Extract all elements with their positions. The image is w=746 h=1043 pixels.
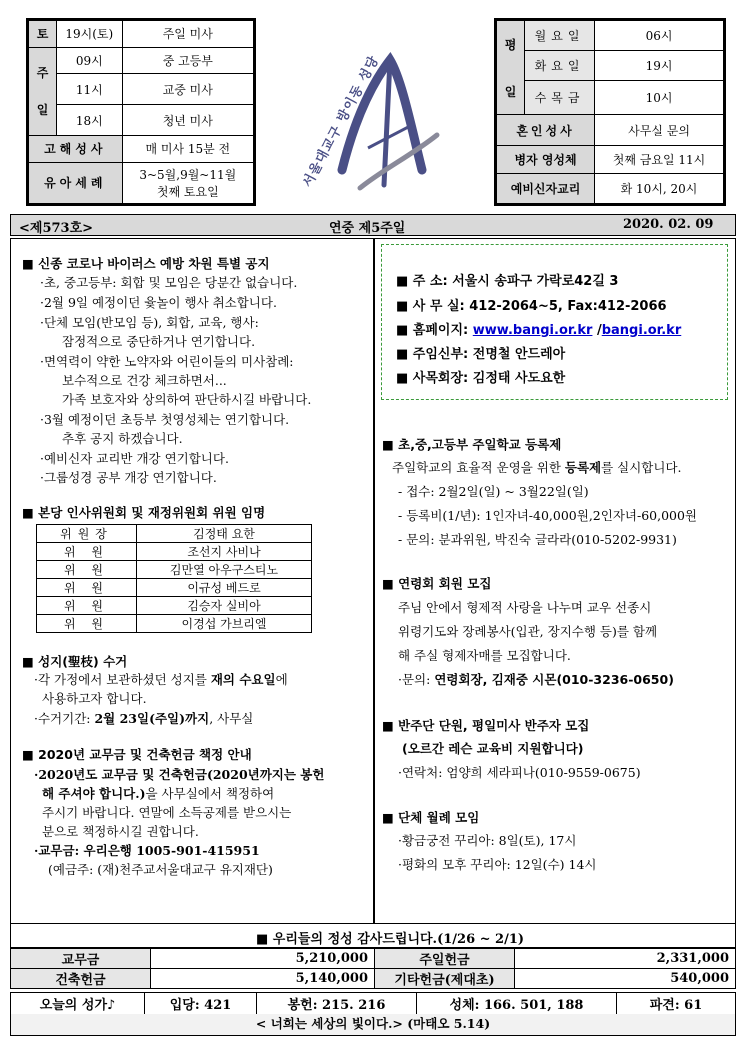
info-address: ■ 주 소: 서울시 송파구 가락로42길 3 [396, 274, 619, 289]
confession-value: 매 미사 15분 전 [122, 136, 253, 163]
confession-label: 고해성사 [29, 136, 123, 163]
committee-row: 위 원 조선지 사비나 [37, 543, 312, 561]
catechumen-value: 화 10시, 20시 [595, 173, 724, 203]
column-divider [373, 238, 375, 924]
issue-bar [10, 214, 736, 236]
building-fund-label: 건축헌금 [11, 969, 151, 989]
committee-row: 위 원 김만열 아우구스티노 [37, 561, 312, 579]
schedule-time: 19시(토) [57, 21, 123, 48]
account-holder: (예금주: (재)천주교서울대교구 유지재단) [48, 862, 273, 877]
kyomu-value: 5,210,000 [151, 949, 375, 969]
funeral-line: ·문의: 연령회장, 김재중 시몬(010-3236-0650) [398, 672, 674, 687]
catechumen-label: 예비신자교리 [497, 173, 595, 203]
weekday-day: 수목금 [525, 81, 595, 115]
hymn-recessional: 파견: 61 [617, 993, 736, 1015]
weekday-day: 화요일 [525, 51, 595, 81]
wedding-value: 사무실 문의 [595, 115, 724, 145]
thanks-title: ■ 우리들의 정성 감사드립니다.(1/26 ~ 2/1) [256, 932, 525, 947]
sunday-label: 주 일 [29, 47, 57, 135]
info-office: ■ 사 무 실: 412-2064~5, Fax:412-2066 [396, 299, 667, 314]
choir-subtitle: (오르간 레슨 교육비 지원합니다) [402, 741, 584, 756]
other-offering-value: 540,000 [515, 969, 736, 989]
pledge-line: ·2020년도 교무금 및 건축헌금(2020년까지는 봉헌 [34, 767, 325, 782]
schedule-mass: 교중 미사 [122, 74, 253, 105]
committee-row: 위원장 김정태 요한 [37, 525, 312, 543]
section-title-funeral: ■ 연령회 회원 모집 [382, 576, 492, 591]
pledge-line: 분으로 책정하시길 권합니다. [42, 824, 199, 839]
meeting-line: ·평화의 모후 꾸리아: 12일(수) 14시 [398, 857, 597, 872]
pledge-line: 해 주셔야 합니다.)을 사무실에서 책정하여 [42, 786, 275, 801]
committee-row: 위 원 이규성 베드로 [37, 579, 312, 597]
palm-line: ·수거기간: 2월 23일(주일)까지, 사무실 [34, 711, 254, 726]
hymn-entry: 입당: 421 [145, 993, 257, 1015]
schedule-time: 09시 [57, 47, 123, 74]
notice-line: ·2월 9일 예정이던 윷놀이 행사 취소합니다. [40, 295, 277, 310]
sick-communion-label: 병자 영성체 [497, 145, 595, 173]
kyomu-label: 교무금 [11, 949, 151, 969]
section-title-choir: ■ 반주단 단원, 평일미사 반주자 모집 [382, 718, 590, 733]
school-line: - 접수: 2월2일(일) ~ 3월22일(일) [398, 484, 589, 499]
footer-verse: < 너희는 세상의 빛이다.> (마태오 5.14) [10, 1014, 736, 1036]
section-title-committee: ■ 본당 인사위원회 및 재정위원회 위원 임명 [22, 505, 266, 520]
baptism-value: 3~5월,9월~11월 첫째 토요일 [122, 162, 253, 203]
school-line: 주일학교의 효율적 운영을 위한 등록제를 실시합니다. [392, 460, 682, 475]
notice-line: 보수적으로 건강 체크하면서... [62, 373, 227, 388]
wedding-label: 혼인성사 [497, 115, 595, 145]
palm-line: ·각 가정에서 보관하셨던 성지를 재의 수요일에 [34, 672, 288, 687]
weekday-time: 06시 [595, 21, 724, 51]
hymn-offertory: 봉헌: 215. 216 [257, 993, 417, 1015]
weekday-label: 평 일 [497, 21, 525, 115]
logo-text: 서울대교구 방이동 성당 [300, 53, 383, 190]
section-title-sunday-school: ■ 초,중,고등부 주일학교 등록제 [382, 437, 562, 452]
issue-date: 2020. 02. 09 [623, 217, 714, 232]
funeral-line: 해 주실 형제자매를 모집합니다. [398, 648, 571, 663]
hymn-communion: 성체: 166. 501, 188 [417, 993, 617, 1015]
weekday-time: 10시 [595, 81, 724, 115]
schedule-time: 11시 [57, 74, 123, 105]
weekday-mass-schedule [494, 18, 726, 206]
sick-communion-value: 첫째 금요일 11시 [595, 145, 724, 173]
pledge-line: 주시기 바랍니다. 연말에 소득공제를 받으시는 [42, 805, 292, 820]
schedule-time: 18시 [57, 105, 123, 136]
notice-line: ·면역력이 약한 노약자와 어린이들의 미사참례: [40, 354, 294, 369]
offering-table [10, 948, 736, 989]
weekday-time: 19시 [595, 51, 724, 81]
committee-row: 위 원 김승자 실비아 [37, 597, 312, 615]
homepage-link[interactable]: www.bangi.or.kr [472, 323, 593, 338]
committee-row: 위 원 이경섭 가브리엘 [37, 615, 312, 633]
meeting-line: ·황금궁전 꾸리아: 8일(토), 17시 [398, 833, 577, 848]
notice-line: ·단체 모임(반모임 등), 회합, 교육, 행사: [40, 315, 259, 330]
notice-line: 가족 보호자와 상의하여 판단하시길 바랍니다. [62, 392, 312, 407]
funeral-line: 위령기도와 장례봉사(입관, 장지수행 등)를 함께 [398, 624, 658, 639]
school-line: - 문의: 분과위원, 박진숙 글라라(010-5202-9931) [398, 532, 677, 547]
choir-line: ·연락처: 엄양희 세라피나(010-9559-0675) [398, 765, 641, 780]
section-title-corona: ■ 신종 코로나 바이러스 예방 차원 특별 공지 [22, 256, 270, 271]
hymn-table [10, 992, 736, 1015]
committee-table [36, 524, 312, 633]
issue-title: 연중 제5주일 [329, 221, 406, 236]
baptism-label: 유아세례 [29, 162, 123, 203]
info-pastor: ■ 주임신부: 전명철 안드레아 [396, 347, 566, 362]
info-homepage: ■ 홈페이지: www.bangi.or.kr /bangi.or.kr [396, 323, 682, 338]
palm-line: 사용하고자 합니다. [42, 691, 147, 706]
building-fund-value: 5,140,000 [151, 969, 375, 989]
section-title-pledge: ■ 2020년 교무금 및 건축헌금 책정 안내 [22, 747, 252, 762]
section-title-monthly-meeting: ■ 단체 월례 모임 [382, 810, 480, 825]
other-offering-label: 기타헌금(제대초) [375, 969, 515, 989]
weekday-day: 월요일 [525, 21, 595, 51]
schedule-mass: 청년 미사 [122, 105, 253, 136]
thanks-bar [10, 924, 736, 948]
sunday-mass-schedule [26, 18, 256, 206]
schedule-mass: 중 고등부 [122, 47, 253, 74]
homepage-link-short[interactable]: bangi.or.kr [601, 323, 682, 338]
school-line: - 등록비(1/년): 1인자녀-40,000원,2인자녀-60,000원 [398, 508, 698, 523]
funeral-line: 주님 안에서 형제적 사랑을 나누며 교우 선종시 [398, 600, 652, 615]
notice-line: 잠정적으로 중단하거나 연기합니다. [62, 334, 256, 349]
issue-number: <제573호> [19, 221, 94, 236]
parish-logo [272, 20, 472, 205]
notice-line: ·3월 예정이던 초등부 첫영성체는 연기합니다. [40, 412, 290, 427]
sunday-offering-value: 2,331,000 [515, 949, 736, 969]
notice-line: 추후 공지 하겠습니다. [62, 431, 183, 446]
hymn-label: 오늘의 성가♪ [11, 993, 145, 1015]
info-council-president: ■ 사목회장: 김정태 사도요한 [396, 371, 566, 386]
schedule-mass: 주일 미사 [122, 21, 253, 48]
notice-line: ·초, 중고등부: 회합 및 모임은 당분간 없습니다. [40, 275, 298, 290]
bank-account: ·교무금: 우리은행 1005-901-415951 [34, 843, 260, 858]
sunday-offering-label: 주일헌금 [375, 949, 515, 969]
notice-line: ·그룹성경 공부 개강 연기합니다. [40, 470, 217, 485]
notice-line: ·예비신자 교리반 개강 연기합니다. [40, 451, 229, 466]
section-title-palm: ■ 성지(聖枝) 수거 [22, 654, 128, 669]
saturday-label: 토 [29, 21, 57, 48]
